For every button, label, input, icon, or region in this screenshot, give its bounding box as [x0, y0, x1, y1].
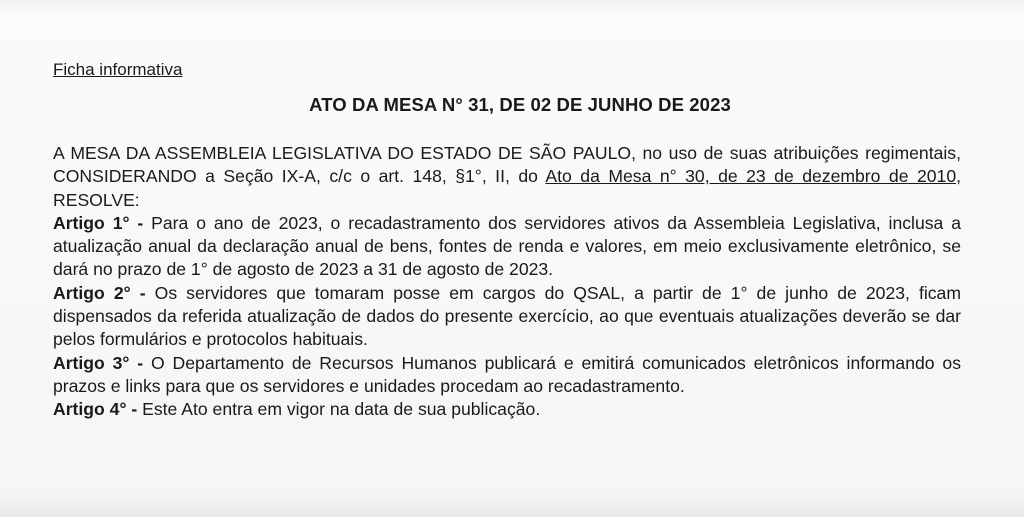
preamble-text-start: A MESA DA ASSEMBLEIA LEGISLATIVA DO ESTADO DE SÃO PAULO, no uso de suas atribuições regimentais, CONSIDERANDO a Seção IX-A, c/c o art. 148, §1°, II, do	[53, 143, 961, 187]
article-2-label: Artigo 2° -	[53, 282, 146, 303]
preamble-text-end: , RESOLVE:	[53, 166, 961, 210]
referenced-act-link[interactable]: Ato da Mesa n° 30, de 23 de dezembro de 2010	[545, 166, 957, 187]
article-2-text: Os servidores que tomaram posse em cargos do QSAL, a partir de 1° de junho de 2023, ficam dispensados da referida atualização de dados do presente exercício, ao que eventuais atualizações deverão se dar pelos formulários e protocolos habituais.	[53, 282, 961, 350]
article-4-text: Este Ato entra em vigor na data de sua publicação.	[137, 399, 541, 420]
article-1	[53, 212, 961, 282]
article-4-label: Artigo 4° -	[53, 399, 138, 420]
scan-shadow-bottom	[0, 495, 1024, 517]
article-1-label: Artigo 1° -	[53, 212, 144, 233]
scan-shadow-top	[0, 0, 1024, 18]
article-3	[53, 352, 961, 399]
document-label: Ficha informativa	[53, 60, 183, 79]
article-4	[53, 398, 961, 421]
document-body	[53, 142, 961, 422]
article-2	[53, 282, 961, 352]
preamble-paragraph	[53, 142, 961, 212]
document-title: ATO DA MESA N° 31, DE 02 DE JUNHO DE 2023	[309, 94, 731, 115]
article-1-text: Para o ano de 2023, o recadastramento dos servidores ativos da Assembleia Legislativa, inclusa a atualização anual da declaração anual de bens, fontes de renda e valores, em meio exclusivamente eletrônico, se dará no prazo de 1° de agosto de 2023 a 31 de agosto de 2023.	[53, 212, 961, 280]
article-3-label: Artigo 3° -	[53, 352, 144, 373]
article-3-text: O Departamento de Recursos Humanos publicará e emitirá comunicados eletrônicos informando os prazos e links para que os servidores e unidades procedam ao recadastramento.	[53, 352, 961, 396]
